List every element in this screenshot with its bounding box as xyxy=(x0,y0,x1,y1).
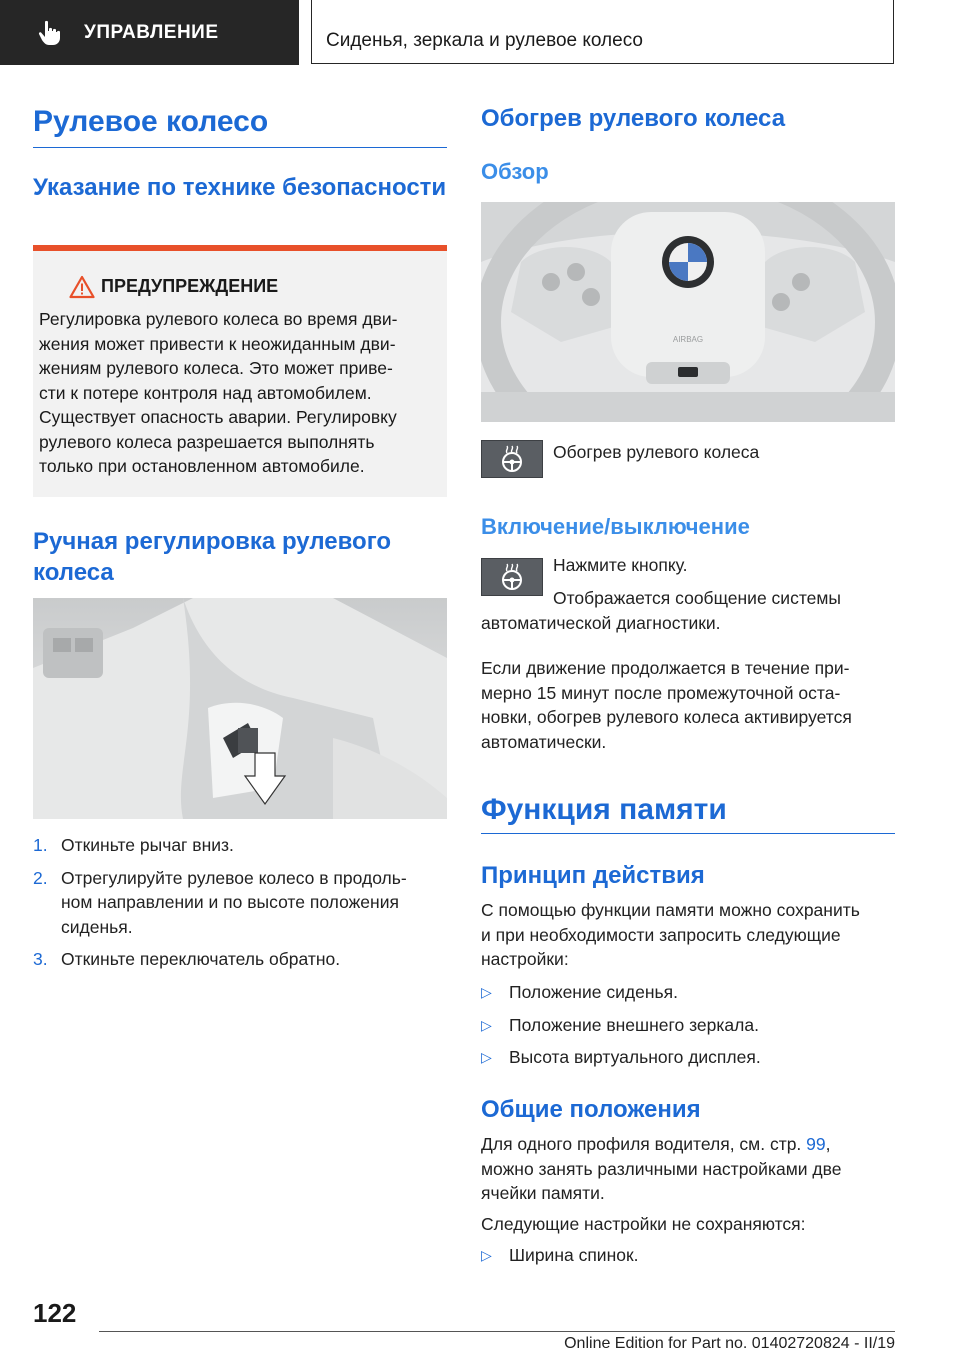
warning-text xyxy=(39,307,439,479)
list-item-text: Положение сиденья. xyxy=(509,982,678,1002)
warning-triangle-icon xyxy=(69,275,95,299)
paragraph-line: и при необходимости запросить следующие xyxy=(481,924,841,945)
page-reference-link[interactable]: 99 xyxy=(806,1134,826,1154)
step-text: сиденья. xyxy=(61,916,133,937)
step-number: 3. xyxy=(33,949,48,969)
warning-line: жениям рулевого колеса. Это может приве- xyxy=(39,358,393,378)
steering-wheel-photo xyxy=(481,202,895,422)
paragraph-line: ячейки памяти. xyxy=(481,1183,605,1203)
overview-heading: Обзор xyxy=(481,159,549,184)
steering-heat-icon xyxy=(499,563,525,591)
warning-line: жения может привести к неожиданным дви- xyxy=(39,333,396,354)
page-title: Рулевое колесо xyxy=(33,105,269,138)
warning-line: Существует опасность аварии. Регулировку xyxy=(39,407,397,427)
message-text-line1: Отображается сообщение системы xyxy=(553,588,841,608)
heating-button-image xyxy=(481,440,543,478)
warning-box xyxy=(33,245,447,497)
step-text: Откиньте переключатель обратно. xyxy=(61,949,341,969)
heating-button-caption: Обогрев рулевого колеса xyxy=(553,442,760,462)
edition-text: Online Edition for Part no. 01402720824 - II/19 xyxy=(564,1335,895,1352)
manual-adjust-heading-line: колеса xyxy=(33,559,114,586)
page-number: 122 xyxy=(33,1298,77,1328)
general-paragraph xyxy=(481,1132,895,1206)
header-section-tab xyxy=(0,0,299,65)
steering-heat-icon xyxy=(499,445,525,473)
list-item-text: Ширина спинок. xyxy=(509,1245,639,1265)
warning-line: рулевого колеса разрешается выполнять xyxy=(39,431,375,452)
warning-title: ПРЕДУПРЕЖДЕНИЕ xyxy=(101,276,279,296)
principle-heading: Принцип действия xyxy=(481,862,705,889)
memory-divider xyxy=(481,833,895,834)
manual-adjust-heading-line: Ручная регулировка рулевого xyxy=(33,528,392,555)
step-text: Отрегулируйте рулевое колесо в продоль- xyxy=(61,867,407,888)
warning-line: Регулировка рулевого колеса во время дви- xyxy=(39,309,398,329)
steering-lever-photo xyxy=(33,598,447,819)
paragraph-line: можно занять различными настройками две xyxy=(481,1158,842,1179)
header-section-label: УПРАВЛЕНИЕ xyxy=(84,21,219,43)
list-item xyxy=(481,1045,895,1070)
list-item xyxy=(481,1243,639,1268)
paragraph-line: С помощью функции памяти можно сохранить xyxy=(481,900,860,920)
step-text: Откиньте рычаг вниз. xyxy=(61,835,234,855)
bullet-triangle-icon: ▷ xyxy=(481,1049,492,1065)
steps-list xyxy=(33,833,447,972)
warning-line: только при остановленном автомобиле. xyxy=(39,456,365,476)
bullet-triangle-icon: ▷ xyxy=(481,1016,492,1033)
airbag-label: AIRBAG xyxy=(672,335,704,344)
general-text: Для одного профиля водителя, см. стр. xyxy=(481,1134,807,1154)
bullet-triangle-icon: ▷ xyxy=(481,1247,492,1263)
manual-adjust-heading xyxy=(33,526,447,588)
general-heading: Общие положения xyxy=(481,1096,701,1123)
press-button-text: Нажмите кнопку. xyxy=(553,555,688,575)
title-divider xyxy=(33,147,447,148)
paragraph-line xyxy=(481,1132,895,1157)
bullet-triangle-icon: ▷ xyxy=(481,984,492,1000)
step-item xyxy=(33,947,447,972)
paragraph-line: Если движение продолжается в течение при- xyxy=(481,658,850,678)
auto-activation-paragraph xyxy=(481,656,895,754)
step-number: 1. xyxy=(33,835,48,855)
safety-heading: Указание по технике безопасности xyxy=(33,174,447,201)
list-item xyxy=(481,980,895,1005)
heating-button-image-2 xyxy=(481,558,543,596)
general-text: , xyxy=(825,1134,831,1154)
warning-line: сти к потере контроля над автомобилем. xyxy=(39,382,372,403)
memory-settings-list xyxy=(481,980,895,1070)
memory-title: Функция памяти xyxy=(481,793,727,826)
header-subsection-box xyxy=(311,0,894,64)
paragraph-line: новки, обогрев рулевого колеса активируется xyxy=(481,707,852,727)
principle-paragraph xyxy=(481,898,895,972)
paragraph-line: автоматически. xyxy=(481,731,607,752)
list-item xyxy=(481,1013,895,1038)
step-number: 2. xyxy=(33,867,48,888)
paragraph-line: настройки: xyxy=(481,949,569,969)
list-item-text: Высота виртуального дисплея. xyxy=(509,1047,761,1067)
not-saved-text: Следующие настройки не сохраняются: xyxy=(481,1214,806,1234)
footer-divider xyxy=(99,1331,895,1332)
header-subsection-label: Сиденья, зеркала и рулевое колесо xyxy=(326,30,643,51)
step-item xyxy=(33,866,447,940)
paragraph-line: мерно 15 минут после промежуточной оста- xyxy=(481,682,841,703)
step-text: ном направлении и по высоте положения xyxy=(61,892,399,912)
onoff-heading: Включение/выключение xyxy=(481,514,750,539)
heating-heading: Обогрев рулевого колеса xyxy=(481,105,786,132)
step-item xyxy=(33,833,447,858)
list-item-text: Положение внешнего зеркала. xyxy=(509,1014,759,1035)
hand-pointer-icon xyxy=(36,19,64,47)
message-text-line2: автоматической диагностики. xyxy=(481,613,721,633)
